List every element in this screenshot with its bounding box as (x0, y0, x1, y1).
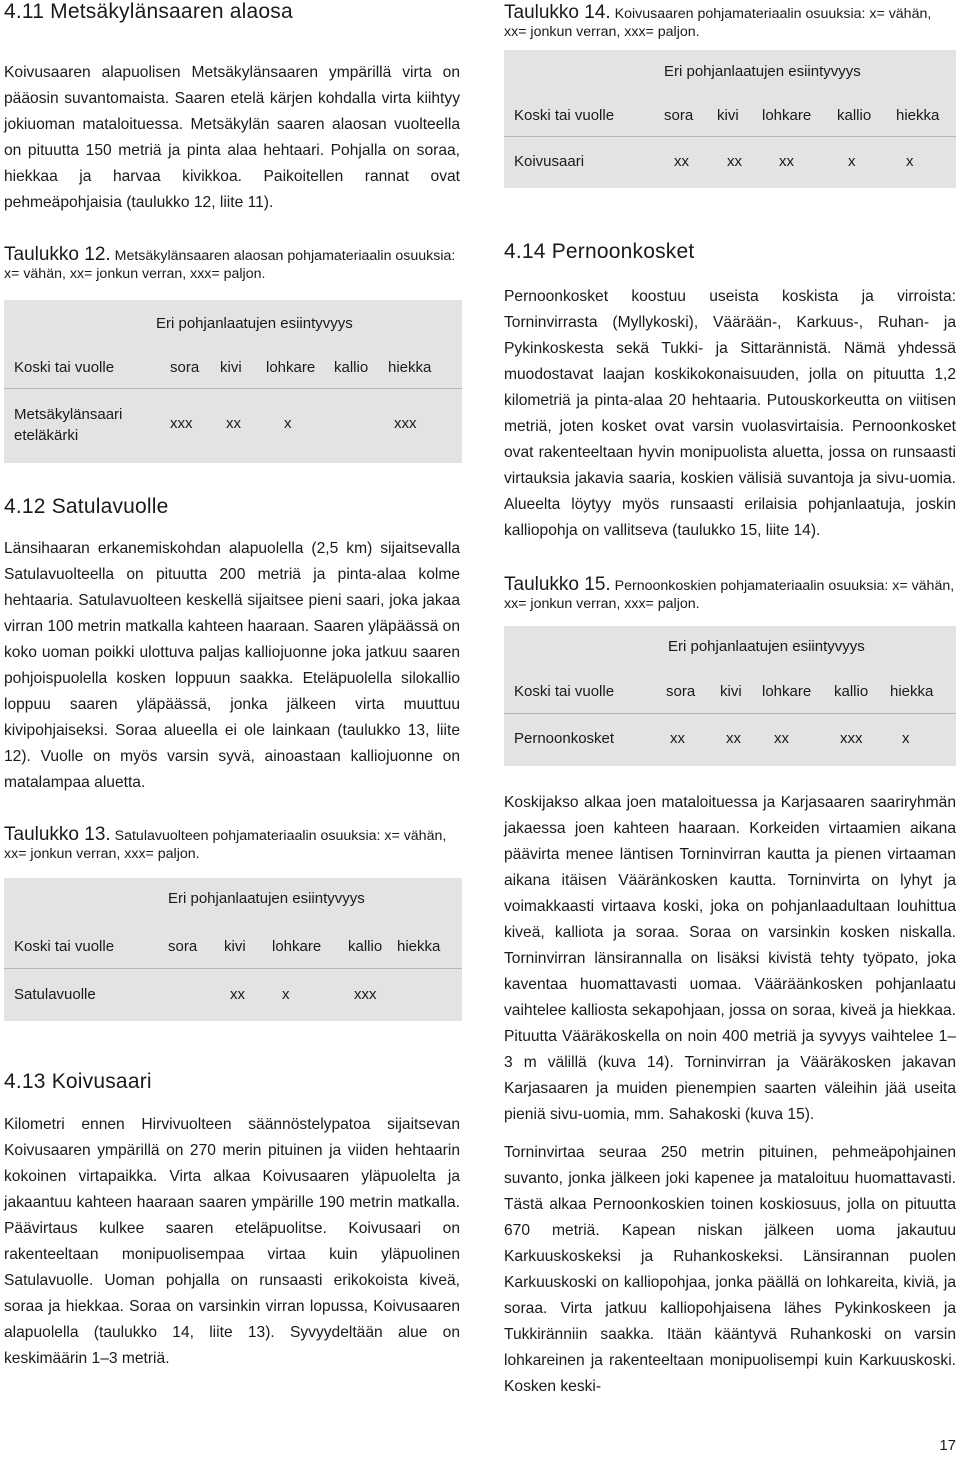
table-14-col-sora: sora (664, 107, 694, 124)
table-13-caption-text: Satulavuolteen pohjamateriaalin osuuksia: x= vähän, xx= jonkun verran, xxx= paljon. (4, 828, 447, 862)
table-14-col-hiekka: hiekka (896, 107, 940, 124)
table-12-label: Taulukko 12. (4, 244, 111, 265)
table-15-val-kivi: xx (726, 730, 741, 747)
section-4-13-paragraph: Kilometri ennen Hirvivuolteen säännöstelypatoa sijaitsevan Koivusaaren ympärillä on 270 merin pituinen ja viiden hehtaarin kokoinen virtapaikka. Virta alkaa Koivusaaren yläpuolelta ja jakaantuu kahteen haaraan saaren ympärille 190 metrin matkalla. Päävirtaus kulkee saaren eteläpuolitse. Koivusaari on rakenteeltaan monipuolisempaa virtaa kuin yläpuolinen Satulavuolle. Uoman pohjalla on runsaasti erikokoista kiveä, soraa ja hiekkaa. Soraa on varsinkin virran lopussa, Koivusaaren alapuolella (taulukko 14, liite 13). Syvyydeltään alue on keskimäärin 1–3 metriä. (4, 1116, 460, 1367)
table-13-val-lohkare: x (282, 986, 290, 1003)
section-4-13-heading: 4.13 Koivusaari (4, 1070, 152, 1093)
table-12-val-kivi: xx (226, 415, 241, 432)
table-14-caption-text: Koivusaaren pohjamateriaalin osuuksia: x= vähän, xx= jonkun verran, xxx= paljon. (504, 6, 932, 40)
table-15-divider (504, 713, 956, 714)
table-15-col-sora: sora (666, 683, 696, 700)
table-12-col-kivi: kivi (220, 359, 242, 376)
table-13-col-hiekka: hiekka (397, 938, 441, 955)
table-15-val-kallio: xxx (840, 730, 863, 747)
table-15 (504, 626, 956, 766)
table-13-val-kallio: xxx (354, 986, 377, 1003)
table-14-val-kallio: x (848, 153, 856, 170)
table-15-col-kallio: kallio (834, 683, 869, 700)
table-13-caption (4, 826, 460, 863)
table-13-divider (4, 968, 462, 969)
table-13-label: Taulukko 13. (4, 824, 111, 845)
table-13-col-sora: sora (168, 938, 198, 955)
table-13-row-header: Koski tai vuolle (14, 938, 115, 955)
table-15-caption-text: Pernoonkoskien pohjamateriaalin osuuksia: x= vähän, xx= jonkun verran, xxx= paljon. (504, 578, 955, 612)
table-15-val-sora: xx (670, 730, 685, 747)
table-12-col-lohkare: lohkare (266, 359, 316, 376)
table-15-col-lohkare: lohkare (762, 683, 812, 700)
section-4-14-paragraph: Pernoonkosket koostuu useista koskista ja virroista: Torninvirrasta (Myllykoski), Väärään-, Karkuus-, Ruhan- ja Pykinkoskesta sekä Tukki- ja Sittarännistä. Nämä yhdessä muodostavat laajan koskikokonaisuuden, jolla on pituutta 1,2 kilometriä ja pinta-alaa 20 hehtaaria. Putouskorkeutta on viitisen metriä, joten kosket ovat varsin vuolasvirtaisia. Pernoonkosket ovat rakenteeltaan hyvin monipuolista aluetta, jossa on runsaasti virtauksia jakavia saaria, koskien välisiä suvantoja ja sivu-uomia. Alueelta löytyy myös runsaasti erilaisia pohjanlaatuja, joskin kalliopohja on vallitseva (taulukko 15, liite 14). (504, 288, 956, 539)
table-14-col-kallio: kallio (837, 107, 872, 124)
table-13-col-lohkare: lohkare (272, 938, 322, 955)
table-14-divider (504, 136, 956, 137)
table-14-group-header: Eri pohjanlaatujen esiintyvyys (664, 63, 861, 80)
table-14-row-header: Koski tai vuolle (514, 107, 615, 124)
table-15-col-kivi: kivi (720, 683, 742, 700)
table-15-caption (504, 576, 956, 613)
table-14-val-hiekka: x (906, 153, 914, 170)
table-14-val-sora: xx (674, 153, 689, 170)
table-15-group-header: Eri pohjanlaatujen esiintyvyys (668, 638, 865, 655)
section-4-12-heading: 4.12 Satulavuolle (4, 495, 169, 518)
section-4-14-heading: 4.14 Pernoonkosket (504, 240, 695, 263)
table-12 (4, 300, 462, 463)
table-14-row-name: Koivusaari (514, 153, 585, 170)
table-15-row-name: Pernoonkosket (514, 730, 615, 747)
table-13-col-kallio: kallio (348, 938, 383, 955)
table-13-row-name: Satulavuolle (14, 986, 96, 1003)
table-12-caption-text: Metsäkylänsaaren alaosan pohjamateriaalin osuuksia: x= vähän, xx= jonkun verran, xxx= paljon. (4, 248, 456, 282)
table-15-val-lohkare: xx (774, 730, 789, 747)
table-12-divider (4, 388, 462, 389)
table-12-col-sora: sora (170, 359, 200, 376)
table-13-val-kivi: xx (230, 986, 245, 1003)
table-12-col-hiekka: hiekka (388, 359, 432, 376)
table-14-col-lohkare: lohkare (762, 107, 812, 124)
table-14-val-lohkare: xx (779, 153, 794, 170)
table-12-row-name: Metsäkylänsaari eteläkärki (14, 406, 123, 444)
section-4-12-paragraph: Länsihaaran erkanemiskohdan alapuolella (2,5 km) sijaitsevalla Satulavuolteella on pituutta 200 metriä ja pinta-alaa kolme hehtaaria. Satulavuolteen keskellä sijaitsee pieni saari, joka jakaa virran 100 metrin matkalla kahteen haaraan. Saaren yläpäässä on koko uoman poikki ulottuva paljas kalliojuonne joka jatkuu saaren pohjoispuolella kosken loppuun saakka. Eteläpuolella silokallio loppuu saaren yläpäässä, jonka jälkeen virta muuttuu kivipohjaiseksi. Soraa alueella ei ole lainkaan (taulukko 13, liite 12). Vuolle on myös varsin syvä, ainoastaan kalliojuonne on matalampaa aluetta. (4, 540, 460, 791)
paragraph-koskijakso: Koskijakso alkaa joen mataloituessa ja Karjasaaren saariryhmän jakaessa joen kahteen haaraan. Korkeiden virtaamien aikana päävirta menee läntisen Torninvirran kautta ja pienen virtaaman aikana itäisen Vääränkosken kautta. Torninvirta on lyhyt ja voimakkaasti virtaava koski, joka on pohjanlaadultaan louhittua kiveä, kalliota ja soraa. Soraa on varsinkin kosken niskalla. Torninvirran länsirannalla on lisäksi kivistä tehty työpato, joka kaventaa huomattavasti uomaa. Vääräänkosken pohjanlaatu vaihtelee kalliosta sekapohjaan, jossa on soraa, kiveä ja hiekkaa. Pituutta Vääräkoskella on noin 400 metriä ja syvyys vaihtelee 1–3 m välillä (kuva 14). Torninvirran ja Vääräkosken jakavan Karjasaaren ja muiden pienempien saarten väleihin jää useita pieniä sivu-uomia, mm. Sahakoski (kuva 15). (504, 794, 956, 1123)
section-4-11-heading: 4.11 Metsäkylänsaaren alaosa (4, 0, 293, 23)
table-12-group-header: Eri pohjanlaatujen esiintyvyys (156, 315, 353, 332)
table-12-val-sora: xxx (170, 415, 193, 432)
table-15-row-header: Koski tai vuolle (514, 683, 615, 700)
table-12-val-hiekka: xxx (394, 415, 417, 432)
table-14-val-kivi: xx (727, 153, 742, 170)
table-14 (504, 50, 956, 188)
table-12-val-lohkare: x (284, 415, 292, 432)
section-4-11-paragraph: Koivusaaren alapuolisen Metsäkylänsaaren ympärillä virta on pääosin suvantomaista. Saaren etelä kärjen kohdalla virta kiihtyy jokiuoman mataloituessa. Metsäkylän saaren alaosan vuolteella on pituutta 150 metriä ja pinta alaa hehtaari. Pohjalla on soraa, hiekkaa ja harvaa kivikkoa. Paikoitellen rannat ovat pehmeäpohjaisia (taulukko 12, liite 11). (4, 64, 460, 211)
table-13-group-header: Eri pohjanlaatujen esiintyvyys (168, 890, 365, 907)
table-12-col-kallio: kallio (334, 359, 369, 376)
page-number: 17 (939, 1437, 956, 1454)
paragraph-torninvirta: Torninvirtaa seuraa 250 metrin pituinen, pehmeäpohjainen suvanto, jonka jälkeen joki kapenee ja mataloituu huomattavasti. Tästä alkaa Pernoonkoskien toinen koskiosuus, jolla on pituutta 670 metriä. Kapean niskan jälkeen uoma jakautuu Karkuuskoskeksi ja Ruhankoskeksi. Länsirannan puolen Karkuuskoski on kalliopohjaa, jonka päällä on lohkareita, kiviä, ja soraa. Virta jatkuu kalliopohjaisena lähes Pykinkoskeen ja Tukkiränniin saakka. Itään kääntyvä Ruhankoski on varsin lohkareinen ja rakenteeltaan monipuolisempi kuin Karkuuskoski. Kosken keski- (504, 1144, 956, 1395)
table-15-label: Taulukko 15. (504, 574, 611, 595)
table-15-col-hiekka: hiekka (890, 683, 934, 700)
table-12-row-header: Koski tai vuolle (14, 359, 115, 376)
table-15-val-hiekka: x (902, 730, 910, 747)
table-14-caption (504, 4, 956, 41)
table-13 (4, 878, 462, 1021)
table-12-caption (4, 246, 460, 283)
table-14-col-kivi: kivi (717, 107, 739, 124)
table-14-label: Taulukko 14. (504, 2, 611, 23)
table-13-col-kivi: kivi (224, 938, 246, 955)
